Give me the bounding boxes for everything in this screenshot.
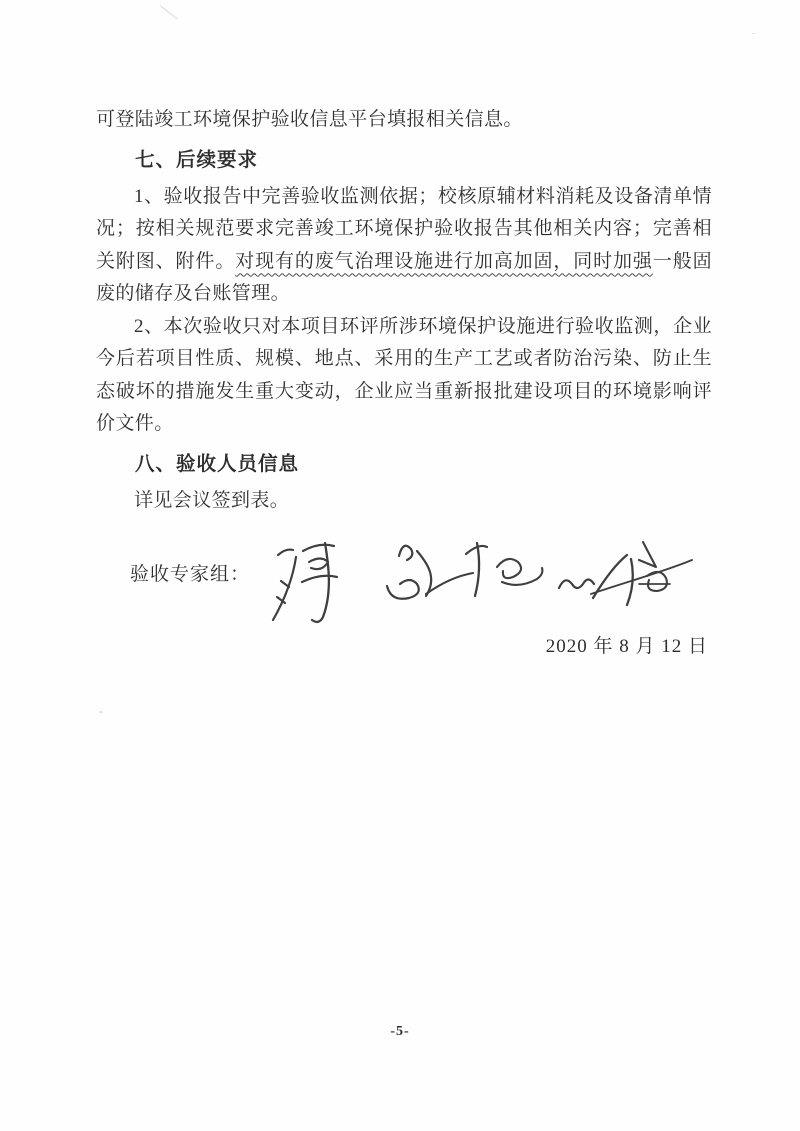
page-number: -5- [390,1024,410,1039]
scan-artifact [752,33,755,34]
signature-row [96,527,712,623]
section-8-heading: 八、验收人员信息 [135,452,300,475]
section-7-item-1 [96,181,712,311]
section-7-item-2: 2、本次验收只对本项目环评所涉环境保护设施进行验收监测，企业今后若项目性质、规模、地点、采用的生产工艺或者防治污染、防止生态破坏的措施发生重大变动，企业应当重新报批建设项目的环境影响评价文件。 [96,315,712,434]
date-line: 2020 年 8 月 12 日 [545,636,708,657]
handwritten-signature-2 [380,529,548,619]
hand-underlined-text: 对现有的废气治理设施进行加高加固，同时加强 [235,250,653,272]
section-7-heading: 七、后续要求 [135,148,259,171]
document-content [96,104,712,664]
item-1-text: 1、验收报告中完善验收监测依据；校核原辅材料消耗及设备清单情况；按相关规范要求完善竣工环境保护验收报告其他相关内容；完善相关附图、附件。 [96,185,712,272]
signature-label: 验收专家组： [130,564,251,585]
scan-artifact [99,711,103,713]
intro-paragraph: 可登陆竣工环境保护验收信息平台填报相关信息。 [96,109,523,130]
scan-artifact [160,5,178,19]
handwritten-signature-3 [554,535,696,613]
handwritten-signature-1 [266,533,362,625]
item-1-text-after: 一般固废的储存及台账管理。 [96,250,712,304]
section-8-body: 详见会议签到表。 [134,489,290,511]
